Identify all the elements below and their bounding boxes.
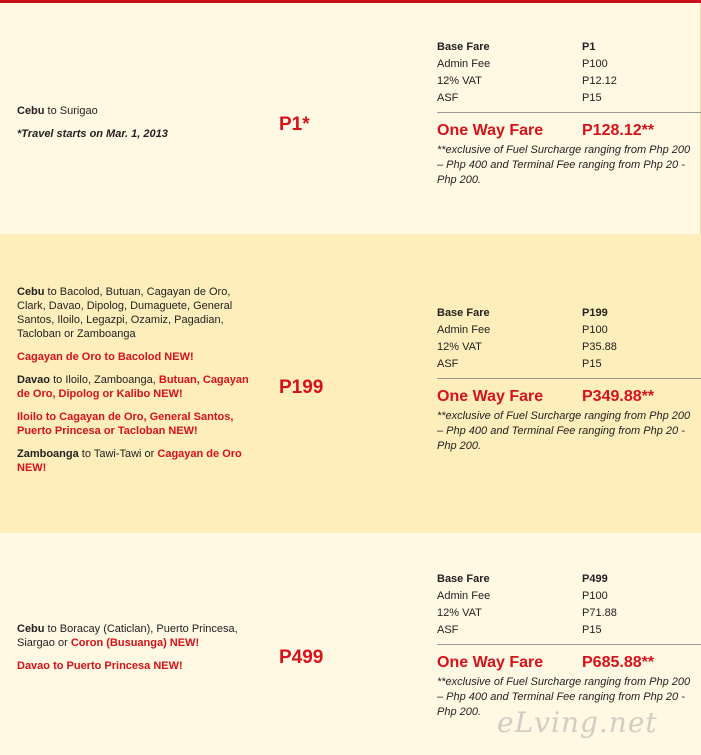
route-line: Iloilo to Cagayan de Oro, General Santos, Puerto Princesa or Tacloban NEW! <box>17 411 234 437</box>
fare-note: **exclusive of Fuel Surcharge ranging from Php 200 – Php 400 and Terminal Fee ranging from Php 20 - Php 200. <box>437 676 691 718</box>
promo-price: P499 <box>279 647 324 668</box>
fare-note: **exclusive of Fuel Surcharge ranging from Php 200 – Php 400 and Terminal Fee ranging from Php 20 - Php 200. <box>437 410 691 452</box>
one-way-fare: One Way Fare P685.88** <box>437 654 655 671</box>
route-line: Cebu to Surigao <box>17 105 98 117</box>
fare-table <box>437 571 701 720</box>
route-line: Davao to Puerto Princesa NEW! <box>17 660 183 672</box>
asf-row: ASF P15 <box>437 624 602 636</box>
fare-table <box>437 305 701 454</box>
base-fare-row: Base Fare P499 <box>437 573 608 585</box>
watermark: eLving.net <box>497 706 658 739</box>
route-line: Cebu to Bacolod, Butuan, Cagayan de Oro, Clark, Davao, Dipolog, Dumaguete, General Santos, Iloilo, Legazpi, Ozamiz, Pagadian, Tacloban or Zamboanga <box>17 286 233 340</box>
divider <box>437 644 701 645</box>
divider <box>437 112 701 113</box>
promo-row-p1 <box>0 3 701 234</box>
routes-block <box>17 622 257 682</box>
admin-fee-row: Admin Fee P100 <box>437 590 608 602</box>
asf-row: ASF P15 <box>437 358 602 370</box>
vat-row: 12% VAT P71.88 <box>437 607 617 619</box>
base-fare-row: Base Fare P199 <box>437 307 608 319</box>
vat-row: 12% VAT P12.12 <box>437 75 617 87</box>
routes-block <box>17 285 262 484</box>
one-way-fare: One Way Fare P349.88** <box>437 388 655 405</box>
promo-row-p199 <box>0 234 701 533</box>
admin-fee-row: Admin Fee P100 <box>437 58 608 70</box>
fare-note: **exclusive of Fuel Surcharge ranging from Php 200 – Php 400 and Terminal Fee ranging from Php 20 - Php 200. <box>437 144 691 186</box>
routes-block <box>17 104 257 150</box>
vat-row: 12% VAT P35.88 <box>437 341 617 353</box>
one-way-fare: One Way Fare P128.12** <box>437 122 655 139</box>
route-line: Cagayan de Oro to Bacolod NEW! <box>17 351 194 363</box>
asf-row: ASF P15 <box>437 92 602 104</box>
promo-price: P199 <box>279 377 324 398</box>
route-line: Davao to Iloilo, Zamboanga, Butuan, Cagayan de Oro, Dipolog or Kalibo NEW! <box>17 374 249 400</box>
route-line: Zamboanga to Tawi-Tawi or Cagayan de Oro NEW! <box>17 448 242 474</box>
route-line: Cebu to Boracay (Caticlan), Puerto Princesa, Siargao or Coron (Busuanga) NEW! <box>17 623 238 649</box>
promo-price: P1* <box>279 114 310 135</box>
fare-table <box>437 39 701 188</box>
divider <box>437 378 701 379</box>
admin-fee-row: Admin Fee P100 <box>437 324 608 336</box>
base-fare-row: Base Fare P1 <box>437 41 596 53</box>
travel-note: *Travel starts on Mar. 1, 2013 <box>17 128 168 140</box>
